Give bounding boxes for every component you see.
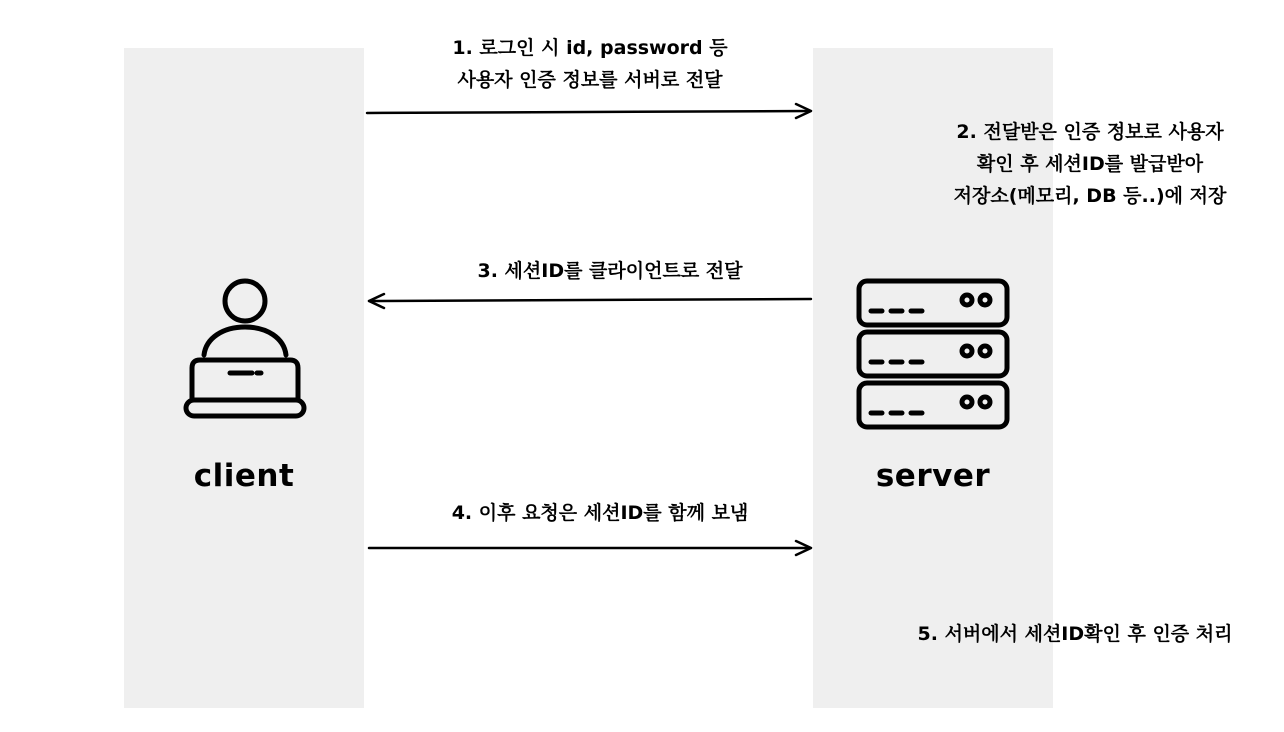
step-4-text [380, 497, 820, 529]
arrow-icon [369, 541, 811, 555]
server-rack-icon [853, 276, 1013, 434]
client-label: client [193, 458, 295, 494]
step-2-text [910, 116, 1270, 212]
server-label: server [875, 458, 991, 494]
step-5-text [880, 618, 1270, 650]
person-at-laptop-icon [180, 276, 310, 434]
arrow-icon [369, 294, 811, 308]
step-1-line-2: 사용자 인증 정보를 서버로 전달 [457, 69, 723, 91]
step-5-line-1: 5. 서버에서 세션ID확인 후 인증 처리 [917, 623, 1233, 645]
step-2-line-3: 저장소(메모리, DB 등..)에 저장 [953, 185, 1227, 207]
step-1-text [380, 32, 800, 96]
step-2-line-2: 확인 후 세션ID를 발급받아 [976, 153, 1204, 175]
step-1-line-1: 1. 로그인 시 id, password 등 [452, 37, 728, 59]
step-4-line-1: 4. 이후 요청은 세션ID를 함께 보냄 [451, 502, 749, 524]
step-3-text [400, 255, 820, 287]
step-3-line-1: 3. 세션ID를 클라이언트로 전달 [477, 260, 743, 282]
step-2-line-1: 2. 전달받은 인증 정보로 사용자 [956, 121, 1224, 143]
arrow-icon [367, 104, 811, 118]
